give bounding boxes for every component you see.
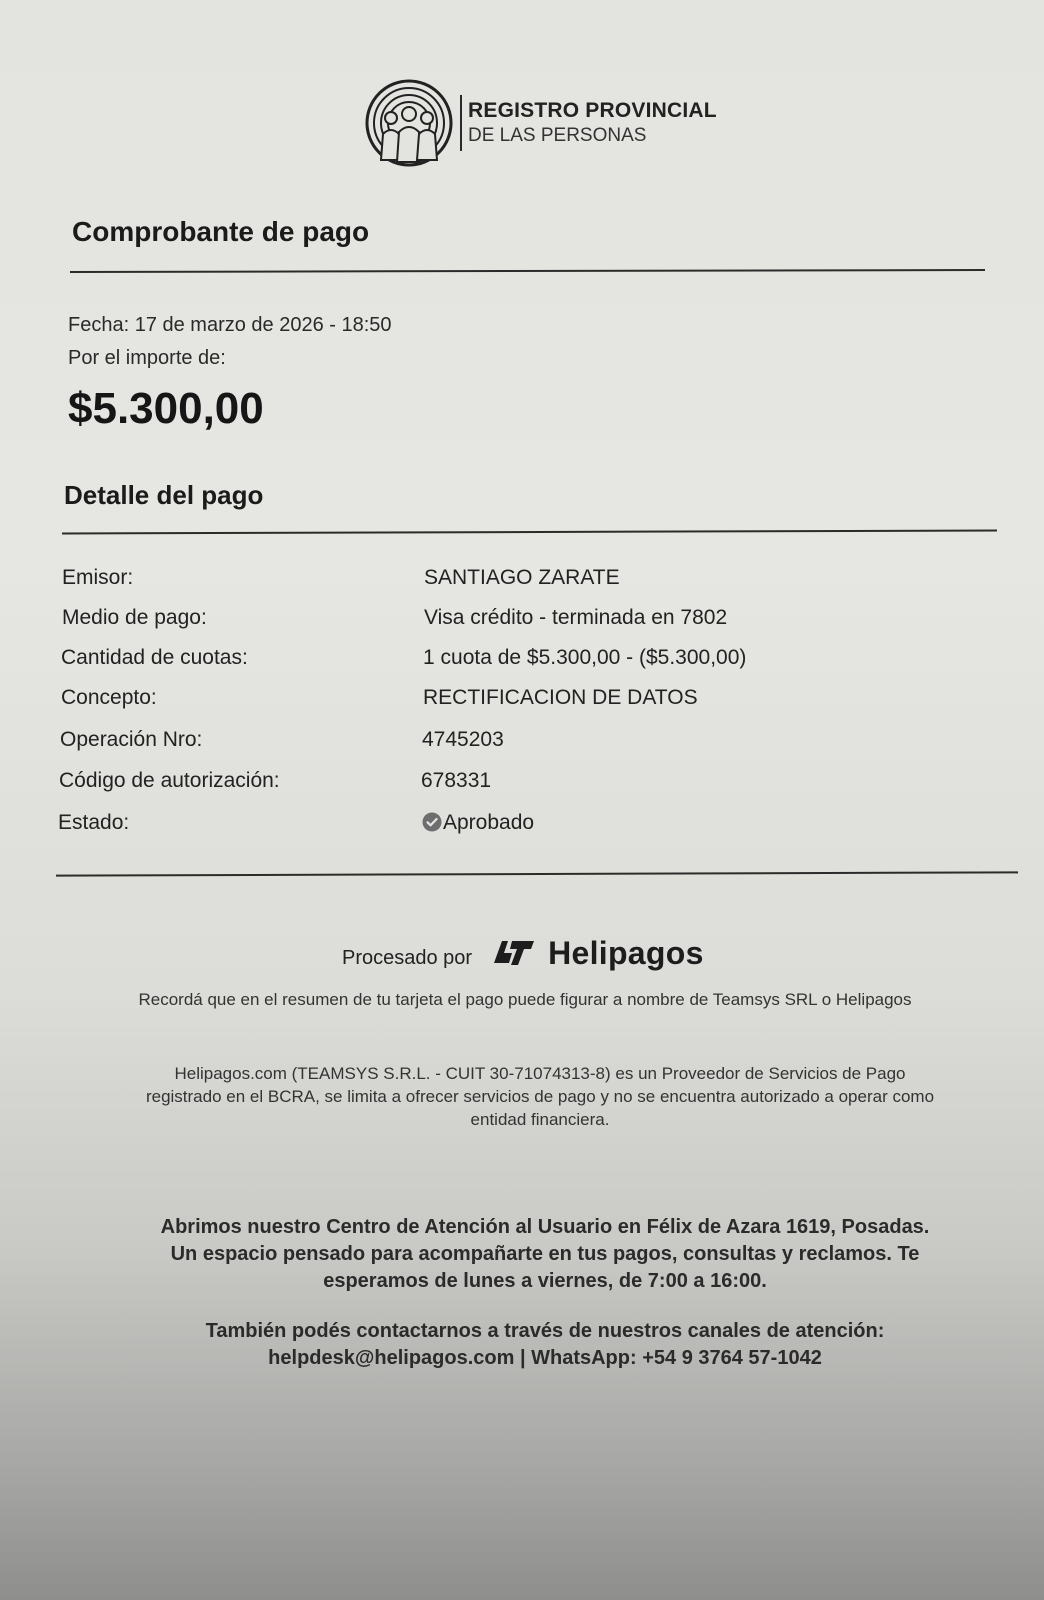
org-name-line2: DE LAS PERSONAS	[468, 125, 647, 146]
detail-row-emisor	[62, 566, 962, 596]
center-info: Abrimos nuestro Centro de Atención al Usuario en Félix de Azara 1619, Posadas. Un espacio pensado para acompañarte en tus pagos, consultas y reclamos. Te esperamos de lunes a viernes, de 7:00 a 16:00.	[160, 1216, 930, 1292]
detail-row-operacion	[60, 728, 960, 758]
detail-row-estado	[58, 811, 958, 841]
processor-name: Helipagos	[548, 934, 704, 971]
amount-label: Por el importe de:	[68, 347, 226, 369]
detail-value: 678331	[421, 769, 492, 792]
details-title: Detalle del pago	[64, 480, 264, 510]
detail-label: Cantidad de cuotas:	[61, 646, 248, 669]
detail-row-cuotas	[61, 646, 961, 676]
detail-row-autorizacion	[59, 769, 959, 799]
status-text: Aprobado	[443, 811, 535, 834]
detail-row-medio-de-pago	[62, 606, 962, 636]
check-circle-icon	[422, 812, 442, 832]
detail-value: 4745203	[422, 728, 504, 751]
receipt-date: Fecha: 17 de marzo de 2026 - 18:50	[68, 314, 392, 336]
detail-label: Código de autorización:	[59, 769, 280, 792]
processed-label: Procesado por	[342, 946, 473, 969]
details-divider	[62, 530, 997, 535]
processed-by	[342, 928, 762, 978]
detail-label: Medio de pago:	[62, 606, 207, 629]
receipt-title: Comprobante de pago	[72, 216, 370, 247]
receipt-amount: $5.300,00	[68, 384, 264, 433]
detail-row-concepto	[61, 686, 961, 716]
logo-divider	[460, 95, 462, 151]
detail-value: SANTIAGO ZARATE	[424, 566, 620, 589]
detail-value: 1 cuota de $5.300,00 - ($5.300,00)	[423, 646, 747, 669]
title-divider	[70, 269, 985, 273]
helipagos-logo-icon	[492, 937, 536, 969]
detail-label: Emisor:	[62, 566, 134, 589]
detail-value: Visa crédito - terminada en 7802	[424, 606, 728, 629]
people-circle-logo-icon	[364, 78, 454, 168]
card-notice: Recordá que en el resumen de tu tarjeta el pago puede figurar a nombre de Teamsys SRL o Helipagos	[138, 990, 912, 1009]
detail-value: RECTIFICACION DE DATOS	[423, 686, 698, 709]
detail-label: Concepto:	[61, 686, 157, 709]
org-name-line1: REGISTRO PROVINCIAL	[468, 99, 717, 122]
detail-label: Estado:	[58, 811, 130, 834]
legal-notice: Helipagos.com (TEAMSYS S.R.L. - CUIT 30-71074313-8) es un Proveedor de Servicios de Pago registrado en el BCRA, se limita a ofrecer servicios de pago y no se encuentra autorizado a operar como entidad financiera.	[145, 1064, 935, 1129]
status-value	[422, 811, 534, 835]
contact-channels: También podés contactarnos a través de nuestros canales de atención: helpdesk@helipagos.com | WhatsApp: +54 9 3764 57-1042	[205, 1320, 885, 1369]
detail-label: Operación Nro:	[60, 728, 203, 751]
details-bottom-divider	[56, 871, 1018, 876]
org-header	[364, 78, 724, 168]
org-name	[468, 98, 717, 148]
